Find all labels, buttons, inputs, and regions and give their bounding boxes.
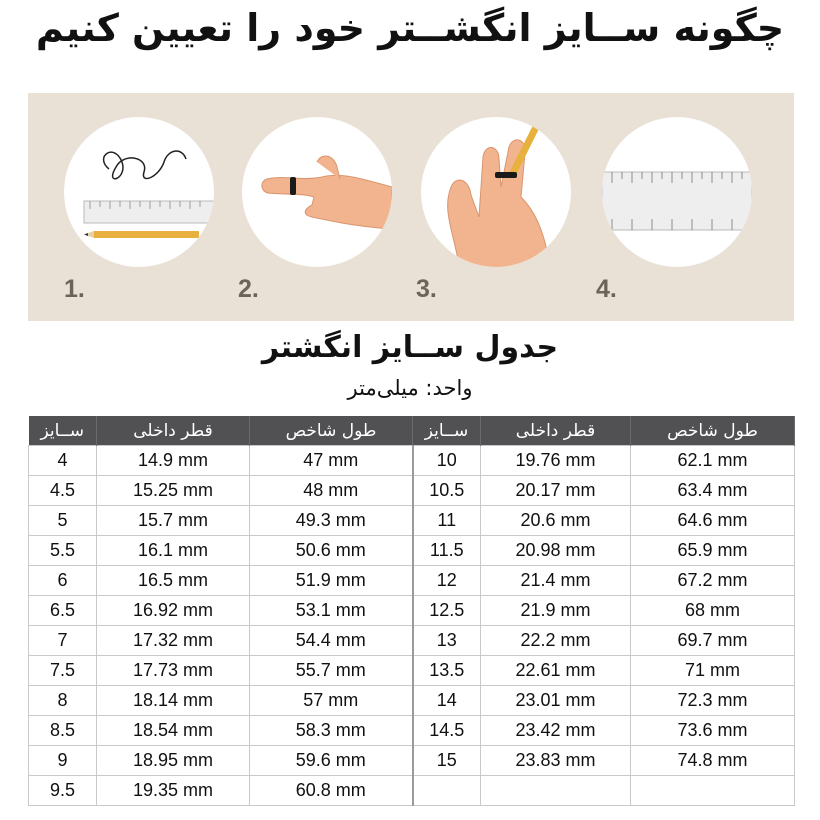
table-cell: 11.5 [413,536,481,566]
table-cell: 50.6 mm [250,536,413,566]
table-cell: 5.5 [29,536,97,566]
wrap-string-finger-icon [242,117,392,267]
table-cell: 58.3 mm [250,716,413,746]
table-cell: 23.01 mm [481,686,631,716]
table-cell: 14.9 mm [97,446,250,476]
table-cell: 49.3 mm [250,506,413,536]
table-cell: 14.5 [413,716,481,746]
table-cell: 68 mm [631,596,795,626]
table-cell: 20.6 mm [481,506,631,536]
table-cell: 63.4 mm [631,476,795,506]
table-cell: 67.2 mm [631,566,795,596]
table-cell: 9.5 [29,776,97,806]
table-cell: 71 mm [631,656,795,686]
table-cell: 47 mm [250,446,413,476]
table-cell: 7.5 [29,656,97,686]
table-cell: 62.1 mm [631,446,795,476]
table-cell [481,776,631,806]
table-body [29,446,795,806]
table-cell: 8.5 [29,716,97,746]
table-row [29,536,795,566]
table-cell: 48 mm [250,476,413,506]
table-cell: 4.5 [29,476,97,506]
table-row [29,776,795,806]
table-cell: 6 [29,566,97,596]
table-row [29,506,795,536]
table-row [29,626,795,656]
table-cell: 74.8 mm [631,746,795,776]
table-row [29,446,795,476]
table-cell: 51.9 mm [250,566,413,596]
mark-string-pencil-icon [421,117,571,267]
table-cell: 15.25 mm [97,476,250,506]
table-row [29,716,795,746]
table-cell: 15.7 mm [97,506,250,536]
step-number: 2. [238,275,259,303]
table-cell: 12 [413,566,481,596]
column-header: ســایز [413,416,481,446]
table-cell: 17.73 mm [97,656,250,686]
table-row [29,746,795,776]
table-cell: 18.95 mm [97,746,250,776]
table-cell: 16.92 mm [97,596,250,626]
column-header: طول شاخص [631,416,795,446]
table-cell: 22.61 mm [481,656,631,686]
table-cell: 22.2 mm [481,626,631,656]
table-row [29,476,795,506]
string-and-ruler-icon [64,117,214,267]
table-cell: 14 [413,686,481,716]
table-cell: 4 [29,446,97,476]
table-cell: 8 [29,686,97,716]
table-title: جدول ســایز انگشتر [261,330,559,365]
table-cell: 60.8 mm [250,776,413,806]
table-row [29,566,795,596]
table-cell: 18.54 mm [97,716,250,746]
table-cell: 20.98 mm [481,536,631,566]
table-cell: 7 [29,626,97,656]
table-cell: 19.35 mm [97,776,250,806]
table-cell: 59.6 mm [250,746,413,776]
table-cell: 17.32 mm [97,626,250,656]
table-cell [631,776,795,806]
table-cell: 73.6 mm [631,716,795,746]
table-header-row [29,416,795,446]
table-cell: 20.17 mm [481,476,631,506]
table-row [29,656,795,686]
table-cell: 12.5 [413,596,481,626]
column-header: قطر داخلی [481,416,631,446]
table-cell: 55.7 mm [250,656,413,686]
table-cell: 10 [413,446,481,476]
table-cell: 65.9 mm [631,536,795,566]
table-cell: 15 [413,746,481,776]
table-row [29,686,795,716]
table-cell: 16.5 mm [97,566,250,596]
table-cell: 23.83 mm [481,746,631,776]
table-cell: 18.14 mm [97,686,250,716]
table-cell: 21.4 mm [481,566,631,596]
table-cell: 23.42 mm [481,716,631,746]
table-cell: 6.5 [29,596,97,626]
column-header: قطر داخلی [97,416,250,446]
measure-ruler-icon [602,117,752,267]
instructions-panel [28,93,794,321]
table-cell: 53.1 mm [250,596,413,626]
table-cell: 10.5 [413,476,481,506]
table-cell: 69.7 mm [631,626,795,656]
table-cell: 19.76 mm [481,446,631,476]
table-cell: 21.9 mm [481,596,631,626]
table-cell: 72.3 mm [631,686,795,716]
table-cell: 9 [29,746,97,776]
ring-size-table [28,416,795,806]
table-cell: 11 [413,506,481,536]
table-cell [413,776,481,806]
page-title: چگونه ســایز انگشــتر خود را تعیین کنیم [35,6,785,50]
step-number: 4. [596,275,617,303]
column-header: طول شاخص [250,416,413,446]
step-number: 1. [64,275,85,303]
table-cell: 13.5 [413,656,481,686]
table-cell: 5 [29,506,97,536]
step-number: 3. [416,275,437,303]
table-cell: 54.4 mm [250,626,413,656]
table-row [29,596,795,626]
unit-label: واحد: میلی‌متر [347,376,473,400]
table-cell: 64.6 mm [631,506,795,536]
column-header: ســایز [29,416,97,446]
table-cell: 57 mm [250,686,413,716]
table-cell: 16.1 mm [97,536,250,566]
table-cell: 13 [413,626,481,656]
